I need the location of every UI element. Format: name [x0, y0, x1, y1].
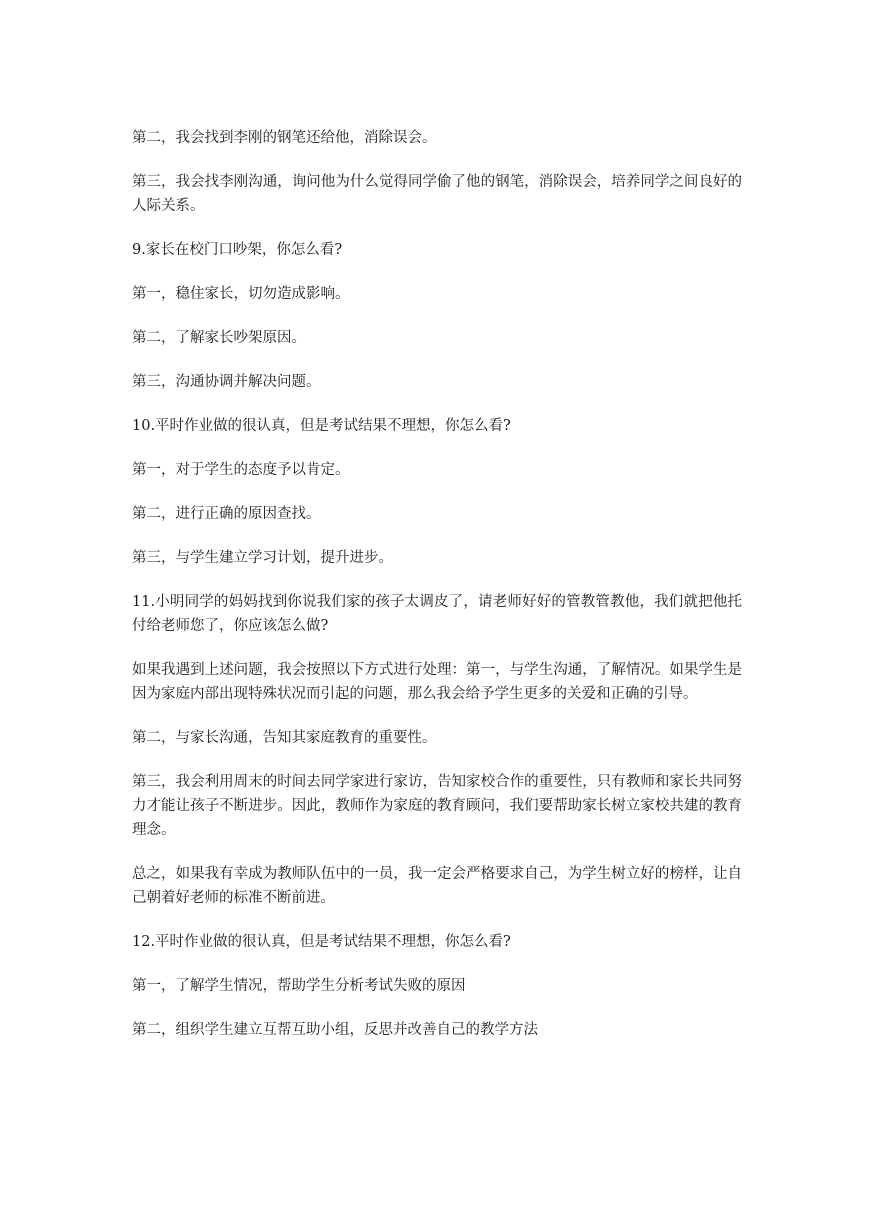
paragraph: 第二，组织学生建立互帮互助小组，反思并改善自己的教学方法	[132, 1022, 538, 1038]
paragraph: 第三，沟通协调并解决问题。	[132, 374, 321, 390]
paragraph: 第一，稳住家长，切勿造成影响。	[132, 286, 350, 302]
paragraph: 第三，我会找李刚沟通，询问他为什么觉得同学偷了他的钢笔，消除误会，培养同学之间良好的人际关系。	[132, 174, 742, 214]
paragraph: 如果我遇到上述问题，我会按照以下方式进行处理：第一，与学生沟通，了解情况。如果学生是因为家庭内部出现特殊状况而引起的问题，那么我会给予学生更多的关爱和正确的引导。	[132, 662, 742, 702]
paragraph: 第一，了解学生情况，帮助学生分析考试失败的原因	[132, 978, 466, 994]
paragraph: 总之，如果我有幸成为教师队伍中的一员，我一定会严格要求自己，为学生树立好的榜样，让自己朝着好老师的标准不断前进。	[132, 866, 742, 906]
paragraph: 第三，与学生建立学习计划，提升进步。	[132, 550, 393, 566]
document-page	[132, 126, 742, 1062]
paragraph: 第二，我会找到李刚的钢笔还给他，消除误会。	[132, 130, 437, 146]
paragraph: 第三，我会利用周末的时间去同学家进行家访，告知家校合作的重要性，只有教师和家长共同努力才能让孩子不断进步。因此，教师作为家庭的教育顾问，我们要帮助家长树立家校共建的教育理念。	[132, 774, 742, 838]
question-heading: 9.家长在校门口吵架，你怎么看?	[132, 242, 343, 258]
paragraph: 第二，了解家长吵架原因。	[132, 330, 306, 346]
question-heading: 11.小明同学的妈妈找到你说我们家的孩子太调皮了，请老师好好的管教管教他，我们就把他托付给老师您了，你应该怎么做?	[132, 594, 742, 634]
question-heading: 10.平时作业做的很认真，但是考试结果不理想，你怎么看?	[132, 418, 511, 434]
paragraph: 第一，对于学生的态度予以肯定。	[132, 462, 350, 478]
question-heading: 12.平时作业做的很认真，但是考试结果不理想，你怎么看?	[132, 934, 511, 950]
paragraph: 第二，与家长沟通，告知其家庭教育的重要性。	[132, 730, 437, 746]
paragraph: 第二，进行正确的原因查找。	[132, 506, 321, 522]
